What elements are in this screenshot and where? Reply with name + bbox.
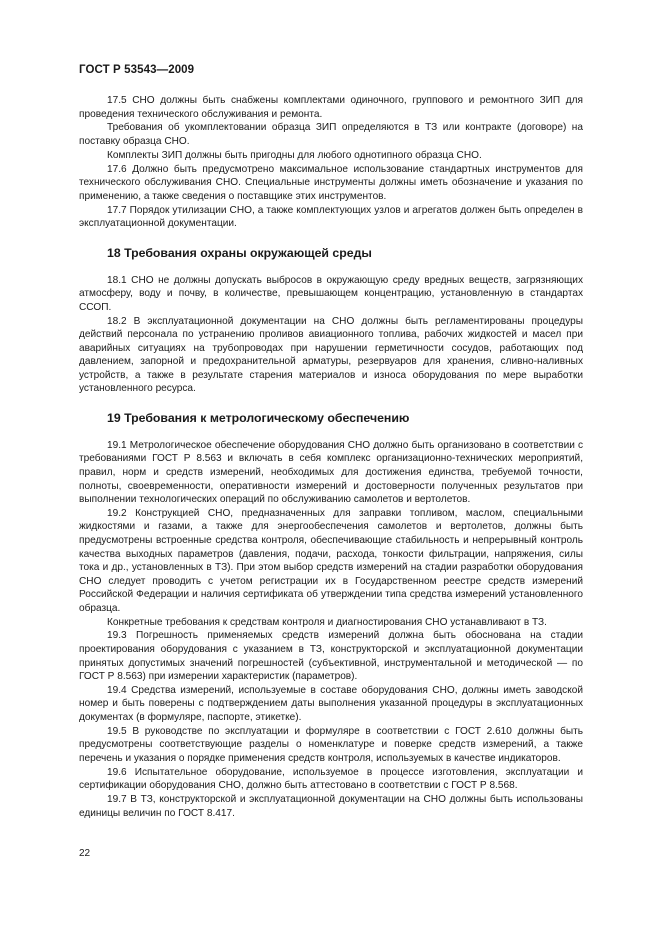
paragraph-17-5: 17.5 СНО должны быть снабжены комплектами одиночного, группового и ремонтного ЗИП для проведения технического обслуживания и ремонта. [79, 95, 583, 120]
section-19-heading: 19 Требования к метрологическому обеспечению [107, 410, 410, 425]
paragraph-18-1: 18.1 СНО не должны допускать выбросов в окружающую среду вредных веществ, загрязняющих атмосферу, воду и почву, в количестве, превышающем концентрацию, установленную в стандартах ССОП. [79, 274, 583, 313]
paragraph-19-4: 19.4 Средства измерений, используемые в составе оборудования СНО, должны иметь заводской номер и быть поверены с подтверждением даты выполнения указанной процедуры в эксплуатационных документах (в формуляре, паспорте, этикетке). [79, 684, 583, 723]
section-18-heading: 18 Требования охраны окружающей среды [107, 245, 372, 260]
page-number: 22 [79, 848, 91, 859]
document-header: ГОСТ Р 53543—2009 [79, 64, 195, 76]
paragraph-19-6: 19.6 Испытательное оборудование, используемое в процессе изготовления, эксплуатации и сертификации оборудования СНО, должно быть аттестовано в соответствии с ГОСТ Р 8.568. [79, 766, 583, 792]
paragraph-zip-kits: Комплекты ЗИП должны быть пригодны для любого однотипного образца СНО. [107, 149, 482, 161]
paragraph-19-2: 19.2 Конструкцией СНО, предназначенных для заправки топливом, маслом, специальными жидкостями и газами, а также для энергообеспечения самолетов и вертолетов, должны быть предусмотрены встроенные средства контроля, обеспечивающие стабильность и непрерывный контроль качества выходных параметров (давления, подачи, расхода, тонкости фильтрации, напряжения, силы тока и др., установленных в ТЗ). При этом выбор средств измерений на стадии разработки оборудования СНО следует проводить с учетом регистрации их в Государственном реестре средств измерений Российской Федерации и наличия сертификата об утверждении типа средства измерений установленного образца. [79, 507, 583, 614]
paragraph-19-3: 19.3 Погрешность применяемых средств измерений должна быть обоснована на стадии проектирования оборудования с указанием в ТЗ, конструкторской и эксплуатационной документации принятых допустимых значений погрешностей (субъективной, инструментальной и методической — по ГОСТ Р 8.563) при измерении характеристик (параметров). [79, 630, 583, 683]
paragraph-zip-requirements: Требования об укомплектовании образца ЗИП определяются в ТЗ или контракте (договоре) на поставку образца СНО. [79, 122, 583, 147]
paragraph-19-5: 19.5 В руководстве по эксплуатации и формуляре в соответствии с ГОСТ 2.610 должны быть предусмотрены соответствующие разделы о номенклатуре и поверке средств измерений, а также перечень и указания о порядке применения средств контроля, используемых в качестве индикаторов. [79, 725, 583, 764]
paragraph-control-requirements: Конкретные требования к средствам контроля и диагностирования СНО устанавливают в ТЗ. [107, 616, 547, 628]
paragraph-19-7: 19.7 В ТЗ, конструкторской и эксплуатационной документации на СНО должны быть использованы единицы величин по ГОСТ 8.417. [79, 794, 583, 819]
paragraph-17-7: 17.7 Порядок утилизации СНО, а также комплектующих узлов и агрегатов должен быть определен в эксплуатационной документации. [79, 204, 583, 230]
paragraph-18-2: 18.2 В эксплуатационной документации на СНО должны быть регламентированы процедуры действий персонала по устранению проливов авиационного топлива, рабочих жидкостей и масел при аварийных ситуациях на трубопроводах при нарушении герметичности сосудов, работающих под давлением, запорной и предохранительной арматуры, резервуаров для хранения, сливно-наливных устройств, а также в результате старения материалов и износа оборудования по мере выработки установленного ресурса. [79, 315, 583, 395]
paragraph-19-1: 19.1 Метрологическое обеспечение оборудования СНО должно быть организовано в соответствии с требованиями ГОСТ Р 8.563 и включать в себя комплекс организационно-технических мероприятий, правил, норм и средств измерений, необходимых для достижения единства, требуемой точности, полноты, своевременности, оперативности измерений и достоверности полученных результатов при выполнении технологических операций по обслуживанию самолетов и вертолетов. [79, 439, 583, 506]
paragraph-17-6: 17.6 Должно быть предусмотрено максимальное использование стандартных инструментов для технического обслуживания СНО. Специальные инструменты должны иметь обозначение и указания по применению, а также сведения о поставщике этих инструментов. [79, 163, 583, 202]
document-body [79, 94, 583, 820]
